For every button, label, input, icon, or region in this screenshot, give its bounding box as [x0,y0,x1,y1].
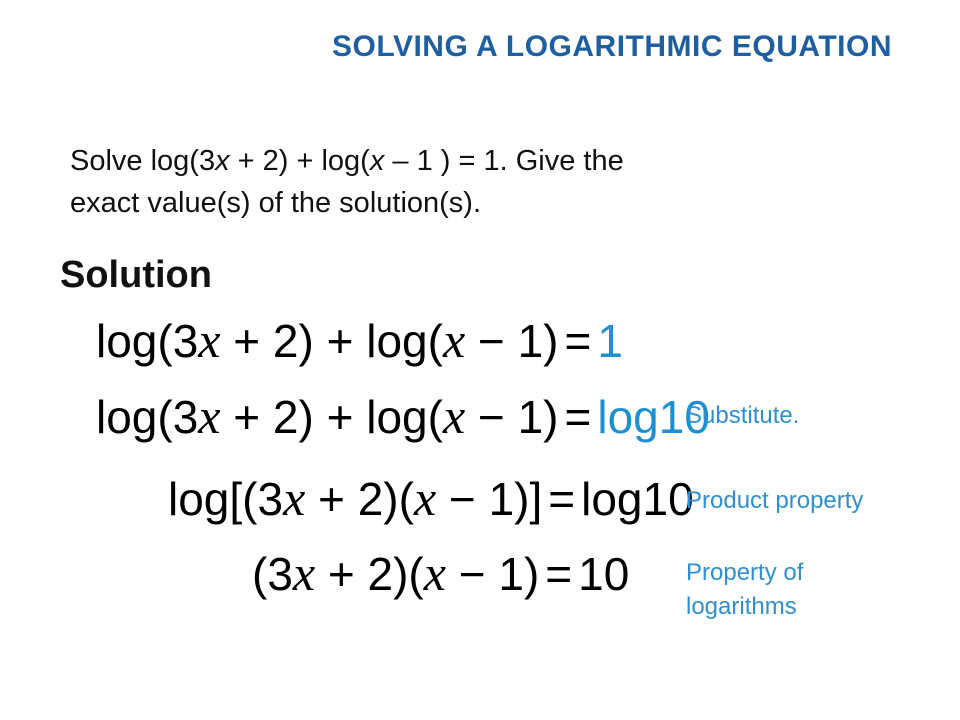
solution-heading: Solution [60,254,212,296]
equation-4 [252,545,629,602]
variable-x: x [215,145,230,177]
equation-rhs: 10 [578,548,630,600]
equation-lhs: log[(3x + 2)(x − 1)] [168,470,543,526]
problem-text: Solve log(3 [70,145,216,177]
equation-rhs: log10 [597,391,710,443]
equation-rhs: 1 [597,315,623,367]
note-property-of-logarithms [686,556,803,624]
equation-2 [96,388,710,445]
problem-text: exact value(s) of the solution(s). [70,187,482,219]
equation-3 [168,470,694,527]
problem-text: + 2) + log( [229,145,370,177]
note-substitute: Substitute. [686,402,800,429]
equals-sign: = [564,315,592,367]
equation-rhs: log10 [581,473,694,525]
equation-1 [96,312,623,369]
equals-sign: = [564,391,592,443]
equation-lhs: log(3x + 2) + log(x − 1) [96,312,559,368]
problem-text: – 1 ) = 1. Give the [384,145,624,177]
note-line: logarithms [686,593,797,620]
variable-x: x [369,145,385,177]
slide-title: SOLVING A LOGARITHMIC EQUATION [332,30,892,63]
equation-lhs: log(3x + 2) + log(x − 1) [96,388,559,444]
note-line: Property of [686,559,804,586]
equation-lhs: (3x + 2)(x − 1) [252,545,540,601]
equals-sign: = [548,473,576,525]
equals-sign: = [545,548,573,600]
note-product-property: Product property [686,487,864,514]
problem-statement [70,140,830,224]
